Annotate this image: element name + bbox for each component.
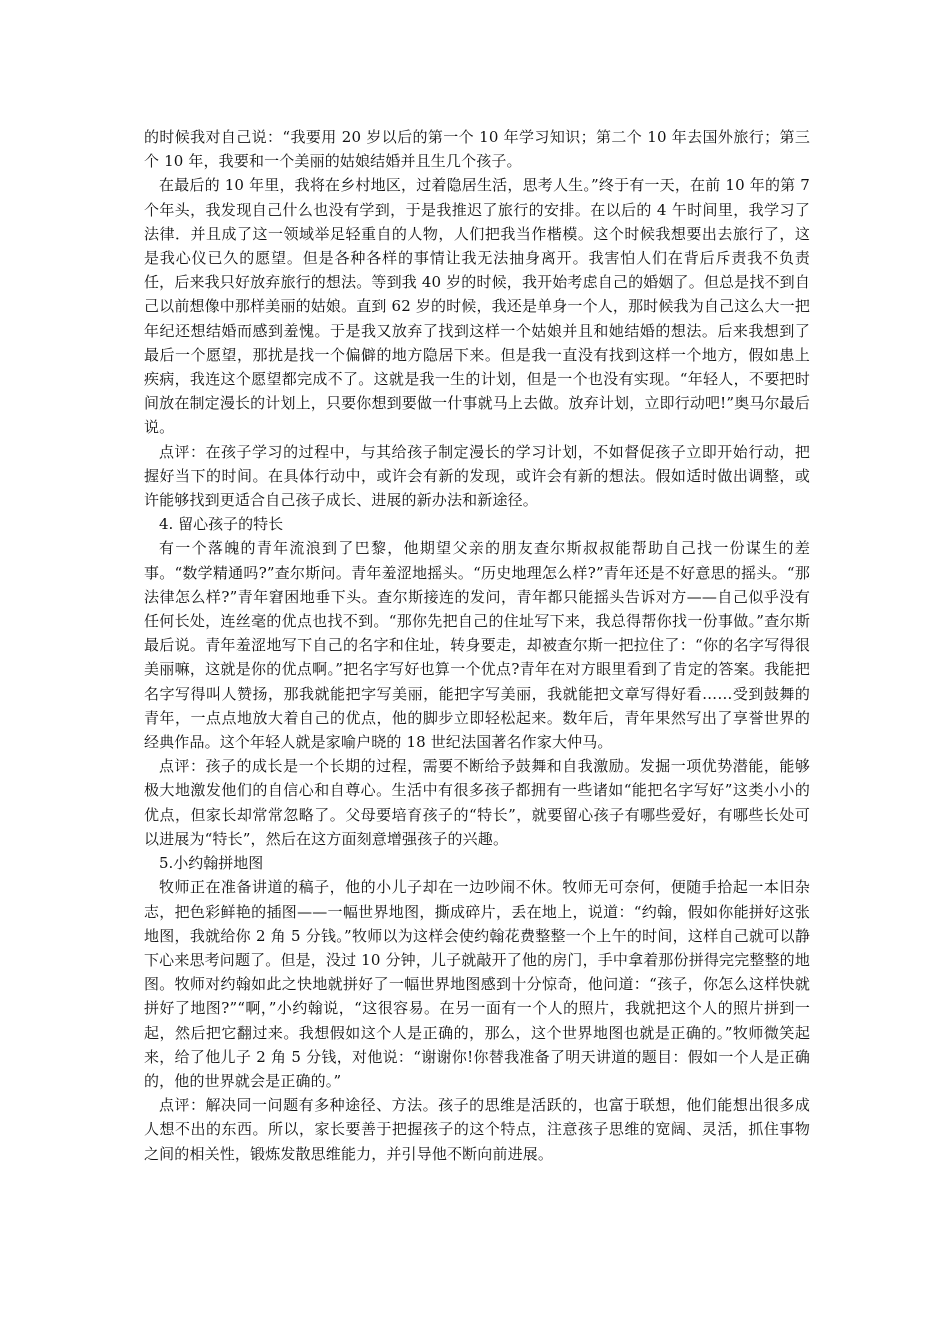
section-heading-5: 5.小约翰拼地图 — [159, 854, 264, 873]
section-heading-4: 4. 留心孩子的特长 — [159, 515, 284, 534]
paragraph-continuation: 的时候我对自己说：“我要用 20 岁以后的第一个 10 年学习知识；第二个 10 年去国外旅行；第三个 10 年，我要和一个美丽的姑娘结婚并且生几个孩子。 — [144, 128, 810, 171]
paragraph-comment-2: 点评：孩子的成长是一个长期的过程，需要不断给予鼓舞和自我激励。发掘一项优势潜能，能够极大地激发他们的自信心和自尊心。生活中有很多孩子都拥有一些诸如“能把名字写好”这类小小的优点，但家长却常常忽略了。父母要培育孩子的“特长”，就要留心孩子有哪些爱好，有哪些长处可以进展为“特长”，然后在这方面刻意增强孩子的兴趣。 — [144, 757, 810, 848]
paragraph-john-map-story: 牧师正在准备讲道的稿子，他的小儿子却在一边吵闹不休。牧师无可奈何，便随手拾起一本旧杂志，把色彩鲜艳的插图——一幅世界地图，撕成碎片，丢在地上，说道：“约翰，假如你能拼好这张地图，我就给你 2 角 5 分钱。”牧师以为这样会使约翰花费整整一个上午的时间，这样自己就可以静下心来思考问题了。但是，没过 10 分钟，儿子就敲开了他的房门，手中拿着那份拼得完完整整的地图。牧师对约翰如此之快地就拼好了一幅世界地图感到十分惊奇，他问道：“孩子，你怎么这样快就拼好了地图?”“啊，”小约翰说，“这很容易。在另一面有一个人的照片，我就把这个人的照片拼到一起，然后把它翻过来。我想假如这个人是正确的，那么，这个世界地图也就是正确的。”牧师微笑起来，给了他儿子 2 角 5 分钱，对他说：“谢谢你!你替我准备了明天讲道的题目：假如一个人是正确的，他的世界就会是正确的。” — [144, 878, 810, 1090]
paragraph-omar-story: 在最后的 10 年里，我将在乡村地区，过着隐居生活，思考人生。”终于有一天，在前 10 年的第 7 个年头，我发现自己什么也没有学到，于是我推迟了旅行的安排。在以后的 4 午时间里，我学习了法律．并且成了这一领域举足轻重自的人物，人们把我当作楷模。这个时候我想要出去旅行了，这是我心仪已久的愿望。但是各种各样的事情让我无法抽身离开。我害怕人们在背后斥责我不负责任，后来我只好放弃旅行的想法。等到我 40 岁的时候，我开始考虑自己的婚姻了。但总是找不到自己以前想像中那样美丽的姑娘。直到 62 岁的时候，我还是单身一个人，那时候我为自己这么大一把年纪还想结婚而感到羞愧。于是我又放弃了找到这样一个姑娘并且和她结婚的想法。后来我想到了最后一个愿望，那扰是找一个偏僻的地方隐居下来。但是我一直没有找到这样一个地方，假如患上疾病，我连这个愿望都完成不了。这就是我一生的计划，但是一个也没有实现。“年轻人，不要把时间放在制定漫长的计划上，只要你想到要做一什事就马上去做。放弃计划，立即行动吧!”奥马尔最后说。 — [144, 176, 810, 437]
paragraph-comment-3: 点评：解决同一问题有多种途径、方法。孩子的思维是活跃的，也富于联想，他们能想出很多成人想不出的东西。所以，家长要善于把握孩子的这个特点，注意孩子思维的宽阔、灵活，抓住事物之间的相关性，锻炼发散思维能力，并引导他不断向前进展。 — [144, 1096, 810, 1163]
paragraph-dumas-story: 有一个落魄的青年流浪到了巴黎，他期望父亲的朋友查尔斯叔叔能帮助自己找一份谋生的差事。“数学精通吗?”查尔斯问。青年羞涩地摇头。“历史地理怎么样?”青年还是不好意思的摇头。“那法律怎么样?”青年窘困地垂下头。查尔斯接连的发问，青年都只能摇头告诉对方——自己似乎没有任何长处，连丝毫的优点也找不到。“那你先把自己的住址写下来，我总得帮你找一份事做。”查尔斯最后说。青年羞涩地写下自己的名字和住址，转身要走，却被查尔斯一把拉住了：“你的名字写得很美丽嘛，这就是你的优点啊。”把名字写好也算一个优点?青年在对方眼里看到了肯定的答案。我能把名字写得叫人赞扬，那我就能把字写美丽，能把字写美丽，我就能把文章写得好看……受到鼓舞的青年，一点点地放大着自己的优点，他的脚步立即轻松起来。数年后，青年果然写出了享誉世界的经典作品。这个年轻人就是家喻户晓的 18 世纪法国著名作家大仲马。 — [144, 539, 810, 752]
paragraph-comment-1: 点评：在孩子学习的过程中，与其给孩子制定漫长的学习计划，不如督促孩子立即开始行动，把握好当下的时间。在具体行动中，或许会有新的发现，或许会有新的想法。假如适时做出调整，或许能够找到更适合自己孩子成长、进展的新办法和新途径。 — [144, 442, 810, 510]
